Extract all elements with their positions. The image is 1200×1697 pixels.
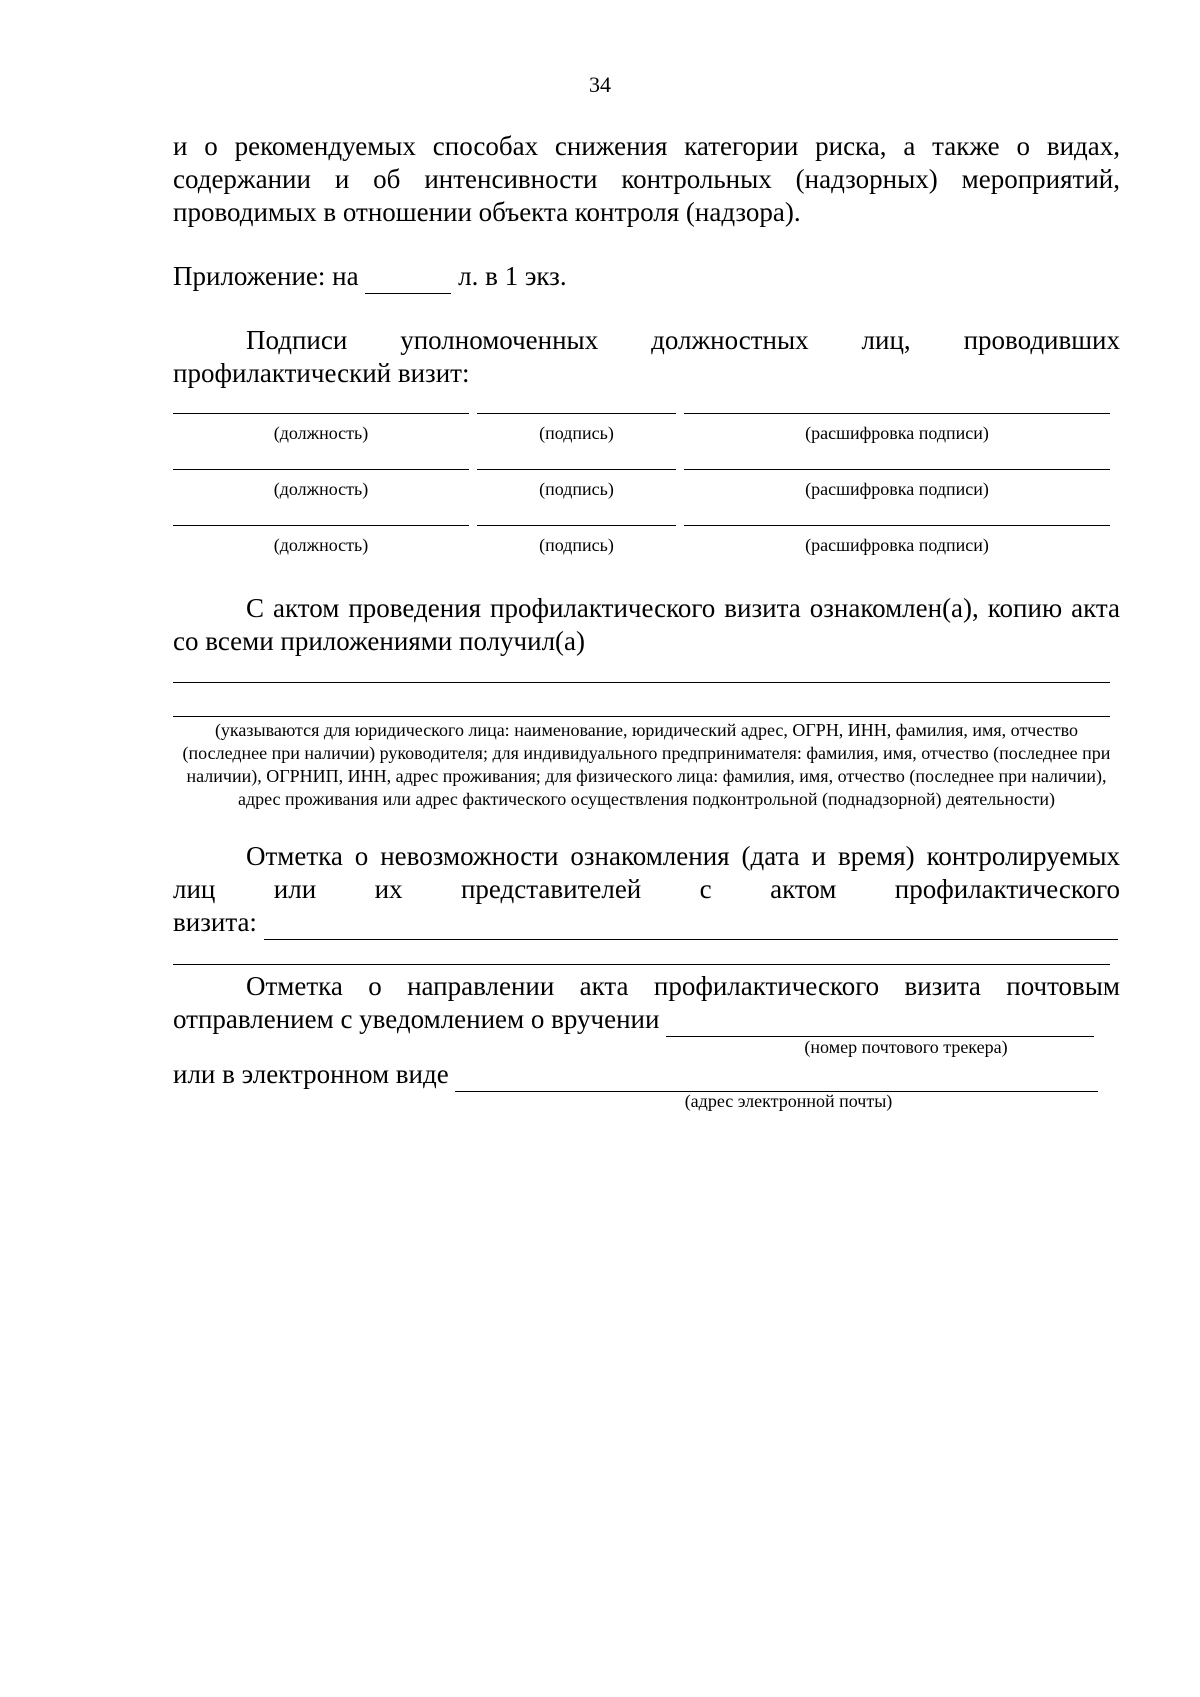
mail-text: отправлением с уведомлением о вручении <box>173 1004 660 1034</box>
impossibility-line-2[interactable] <box>173 964 1110 965</box>
appendix-suffix: л. в 1 экз. <box>458 261 567 291</box>
position-caption-2: (должность) <box>273 479 369 499</box>
impossibility-paragraph <box>173 840 1120 906</box>
decoding-line-3[interactable] <box>684 525 1110 526</box>
appendix-line <box>173 260 1120 294</box>
electronic-text: или в электронном виде <box>173 1059 449 1089</box>
position-caption-3: (должность) <box>273 535 369 555</box>
decoding-caption-2: (расшифровка подписи) <box>805 479 989 499</box>
electronic-caption: (адрес электронной почты) <box>684 1091 893 1111</box>
position-caption-1: (должность) <box>273 423 369 443</box>
intro-paragraph: и о рекомендуемых способах снижения категории риска, а также о видах, содержании и об интенсивности контрольных (надзорных) мероприятий, проводимых в отношении объекта контроля (надзора). <box>173 131 1120 227</box>
decoding-caption-3: (расшифровка подписи) <box>805 535 989 555</box>
signature-caption-3: (подпись) <box>539 535 614 555</box>
acquainted-line-2[interactable] <box>173 716 1110 717</box>
decoding-line-2[interactable] <box>684 469 1110 470</box>
signature-line-3[interactable] <box>477 525 676 526</box>
signature-line-2[interactable] <box>477 469 676 470</box>
impossibility-last-line <box>173 906 1120 940</box>
impossibility-last: визита: <box>173 907 257 937</box>
signature-caption-2: (подпись) <box>539 479 614 499</box>
signatures-heading: Подписи уполномоченных должностных лиц, проводивших профилактический визит: <box>173 325 1120 388</box>
position-line-1[interactable] <box>173 413 469 414</box>
position-line-3[interactable] <box>173 525 469 526</box>
acquainted-paragraph: С актом проведения профилактического визита ознакомлен(а), копию акта со всеми приложениями получил(а) <box>173 593 1120 656</box>
decoding-line-1[interactable] <box>684 413 1110 414</box>
decoding-caption-1: (расшифровка подписи) <box>805 423 989 443</box>
electronic-email-blank[interactable] <box>455 1058 1098 1092</box>
mail-tracker-blank[interactable] <box>666 1003 1094 1037</box>
electronic-line <box>173 1058 1120 1092</box>
acquainted-line-1[interactable] <box>173 682 1110 683</box>
acquainted-note: (указываются для юридического лица: наименование, юридический адрес, ОГРН, ИНН, фамилия, имя, отчество (последнее при наличии) руководителя; для индивидуального предпринимателя: фамилия, имя, отчество (последнее при наличии), ОГРНИП, ИНН, адрес проживания; для физического лица: фамилия, имя, отчество (последнее при наличии), адрес проживания или адрес фактического осуществления подконтрольной (поднадзорной) деятельности) <box>182 720 1111 809</box>
appendix-sheets-blank[interactable] <box>365 260 451 294</box>
page-number: 34 <box>589 72 611 97</box>
mail-caption: (номер почтового трекера) <box>804 1037 1008 1057</box>
impossibility-blank[interactable] <box>264 906 1118 940</box>
mail-line-1: Отметка о направлении акта профилактического визита почтовым <box>246 971 1120 1001</box>
position-line-2[interactable] <box>173 469 469 470</box>
signature-line-1[interactable] <box>477 413 676 414</box>
signature-caption-1: (подпись) <box>539 423 614 443</box>
impossibility-text: Отметка о невозможности ознакомления (дата и время) контролируемых лиц или их представителей с актом профилактического <box>173 841 1120 904</box>
mail-line-2 <box>173 1003 1120 1037</box>
appendix-prefix: Приложение: на <box>173 261 359 291</box>
